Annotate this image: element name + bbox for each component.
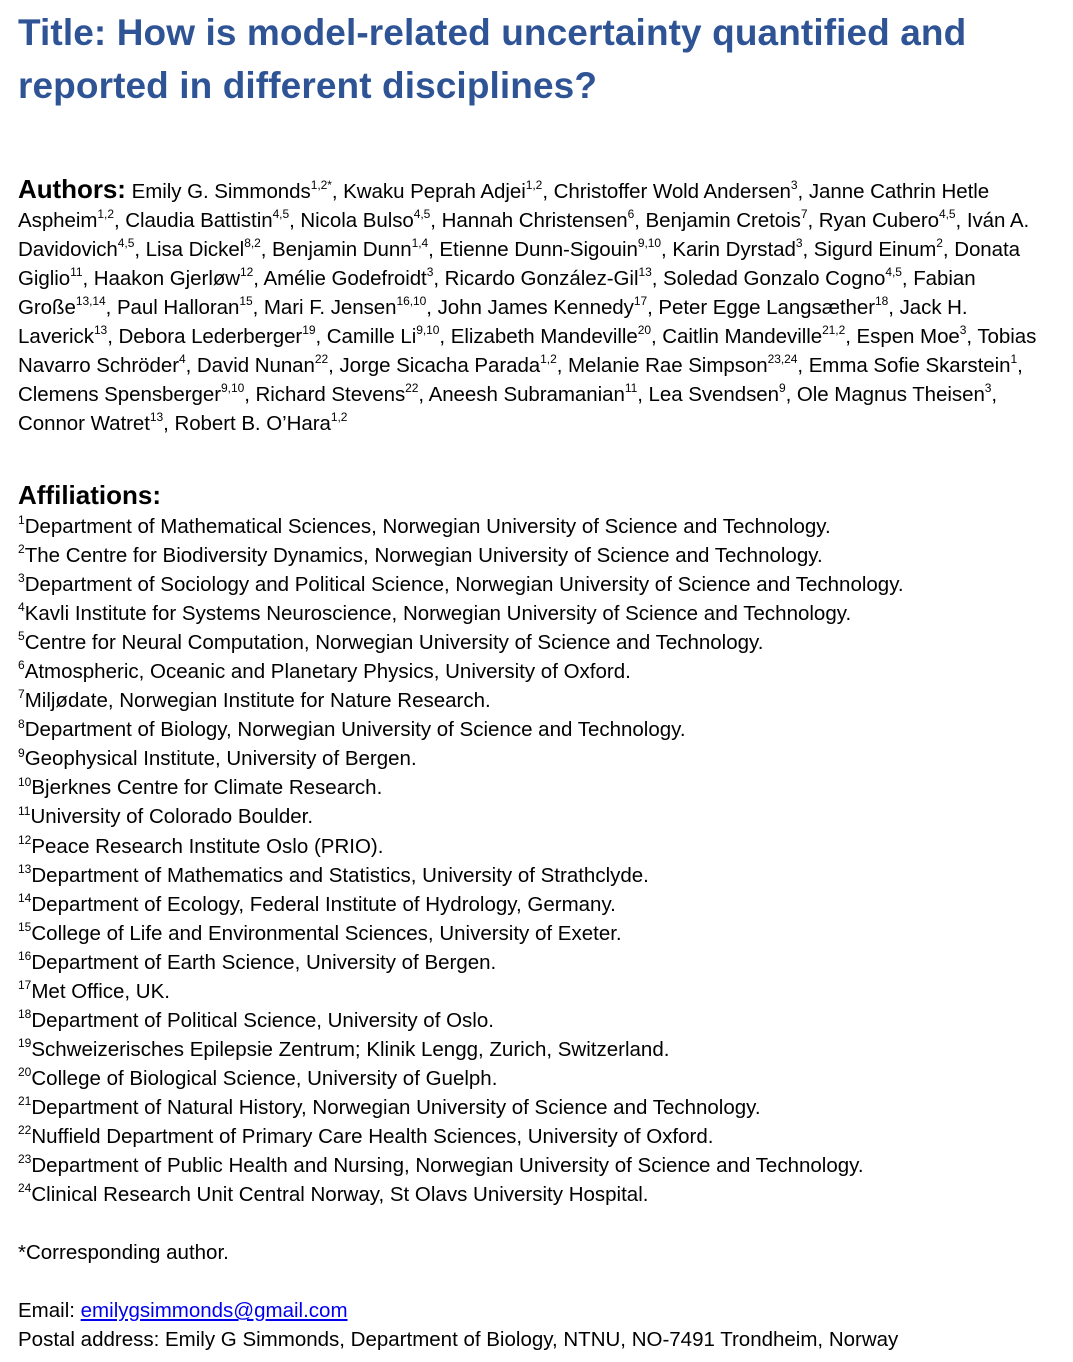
author-name: Robert B. O’Hara — [174, 412, 331, 435]
postal-label: Postal address: — [18, 1328, 165, 1352]
author-entry — [451, 325, 663, 348]
affiliation-item — [18, 919, 1068, 948]
affiliation-text: Clinical Research Unit Central Norway, St Olavs University Hospital. — [31, 1183, 649, 1207]
author-entry — [264, 296, 438, 319]
author-separator: , — [430, 209, 442, 232]
affiliation-list — [18, 512, 1068, 1209]
affiliation-number: 12 — [18, 832, 32, 847]
author-name: Espen Moe — [856, 325, 960, 348]
author-affiliation-marker: 1,2 — [330, 410, 348, 425]
author-separator: , — [542, 180, 554, 203]
author-name: Lea Svendsen — [648, 383, 779, 406]
affiliation-text: Peace Research Institute Oslo (PRIO). — [31, 834, 384, 858]
author-entry — [255, 383, 428, 406]
author-entry — [146, 238, 272, 261]
author-separator: , — [439, 325, 451, 348]
author-separator: , — [634, 209, 646, 232]
author-separator: , — [113, 209, 126, 232]
author-entries — [18, 180, 1036, 435]
affiliation-text: Department of Mathematical Sciences, Norwegian University of Science and Technology. — [24, 515, 831, 538]
author-name: Janne Cathrin Hetle Aspheim — [18, 180, 990, 232]
author-name: Amélie Godefroidt — [263, 267, 427, 290]
author-separator: , — [289, 209, 301, 232]
author-affiliation-marker: 12 — [240, 265, 254, 280]
author-name: Fabian Große — [18, 267, 976, 319]
author-separator: , — [1017, 354, 1023, 377]
author-separator: , — [637, 383, 649, 406]
author-affiliation-marker: 4 — [179, 352, 186, 367]
affiliation-text: Bjerknes Centre for Climate Research. — [31, 776, 383, 800]
author-name: Clemens Spensberger — [18, 383, 222, 406]
affiliation-item — [18, 1180, 1068, 1209]
author-entry — [132, 180, 344, 203]
affiliation-text: Kavli Institute for Systems Neuroscience, Norwegian University of Science and Technology. — [24, 602, 852, 626]
author-separator: , — [331, 180, 344, 203]
affiliation-number: 22 — [18, 1123, 32, 1138]
author-name: Ricardo González-Gil — [444, 267, 639, 290]
author-name: Connor Watret — [18, 412, 150, 435]
author-name: Debora Lederberger — [118, 325, 303, 348]
author-separator: , — [807, 209, 819, 232]
author-affiliation-marker: 13 — [149, 410, 164, 425]
author-affiliation-marker: 21,2 — [822, 323, 846, 338]
author-separator: , — [244, 383, 256, 406]
author-separator: , — [661, 238, 673, 261]
affiliation-number: 15 — [18, 919, 32, 934]
author-name: Kwaku Peprah Adjei — [343, 180, 526, 203]
author-name: Benjamin Dunn — [272, 238, 412, 261]
email-line — [18, 1296, 1068, 1325]
author-affiliation-marker: 23,24 — [767, 352, 798, 367]
affiliation-item — [18, 657, 1068, 686]
author-name: Ole Magnus Theisen — [796, 383, 985, 406]
postal-address: Emily G Simmonds, Department of Biology, NTNU, NO-7491 Trondheim, Norway — [165, 1328, 899, 1352]
author-separator: , — [651, 325, 663, 348]
author-affiliation-marker: 3 — [984, 381, 992, 396]
author-name: Caitlin Mandeville — [662, 325, 823, 348]
author-entry — [94, 267, 264, 290]
author-affiliation-marker: 9,10 — [637, 236, 662, 251]
author-separator: , — [252, 296, 264, 319]
affiliation-text: The Centre for Biodiversity Dynamics, Norwegian University of Science and Technology. — [24, 544, 823, 568]
author-entry — [118, 325, 326, 348]
author-affiliation-marker: 4,5 — [938, 207, 956, 222]
email-link[interactable]: emilygsimmonds@gmail.com — [80, 1299, 348, 1323]
affiliation-item — [18, 861, 1068, 890]
author-entry — [327, 325, 451, 348]
author-entry — [857, 325, 978, 348]
author-entry — [272, 238, 439, 261]
affiliation-item — [18, 1006, 1068, 1035]
author-name: Donata Giglio — [18, 238, 1020, 290]
author-name: John James Kennedy — [437, 296, 634, 319]
author-entry — [117, 296, 264, 319]
author-entry — [18, 412, 174, 435]
author-affiliation-marker: 18 — [875, 294, 889, 309]
author-name: Elizabeth Mandeville — [450, 325, 638, 348]
authors-heading: Authors: — [18, 174, 126, 204]
author-affiliation-marker: 3 — [790, 178, 798, 193]
author-separator: , — [955, 209, 967, 232]
author-affiliation-marker: 1,2* — [310, 178, 332, 193]
author-affiliation-marker: 1 — [1010, 352, 1018, 367]
author-entry — [300, 209, 441, 232]
author-name: Iván A. Davidovich — [18, 209, 1030, 261]
author-affiliation-marker: 4,5 — [117, 236, 135, 251]
author-list — [18, 175, 1068, 438]
affiliation-item — [18, 541, 1068, 570]
author-affiliation-marker: 11 — [70, 265, 83, 280]
affiliation-number: 4 — [18, 600, 25, 615]
affiliation-item — [18, 890, 1068, 919]
author-separator: , — [253, 267, 264, 290]
author-name: David Nunan — [196, 354, 315, 377]
author-affiliation-marker: 9 — [778, 381, 786, 396]
author-entry — [18, 383, 255, 406]
author-affiliation-marker: 17 — [633, 294, 648, 309]
author-name: Richard Stevens — [255, 383, 406, 406]
author-affiliation-marker: 9,10 — [221, 381, 245, 396]
author-entry — [672, 238, 813, 261]
affiliation-text: University of Colorado Boulder. — [30, 805, 314, 829]
affiliation-text: Schweizerisches Epilepsie Zentrum; Klinik Lengg, Zurich, Switzerland. — [31, 1037, 670, 1061]
author-entry — [445, 267, 663, 290]
author-name: Hannah Christensen — [441, 209, 628, 232]
author-separator: , — [315, 325, 327, 348]
author-name: Etienne Dunn-Sigouin — [439, 238, 638, 261]
affiliation-number: 16 — [18, 948, 32, 963]
paper-title-page — [18, 0, 1068, 1354]
affiliation-item — [18, 1064, 1068, 1093]
author-name: Jack H. Laverick — [18, 296, 968, 348]
author-affiliation-marker: 1,2 — [525, 178, 543, 193]
author-separator: , — [163, 412, 175, 435]
author-affiliation-marker: 20 — [637, 323, 651, 338]
author-affiliation-marker: 4,5 — [413, 207, 431, 222]
author-name: Melanie Rae Simpson — [568, 354, 768, 377]
author-entry — [174, 412, 347, 435]
affiliation-text: Geophysical Institute, University of Bergen. — [24, 747, 417, 771]
author-affiliation-marker: 1,4 — [411, 236, 429, 251]
affiliation-item — [18, 948, 1068, 977]
affiliation-item — [18, 715, 1068, 744]
author-separator: , — [433, 267, 445, 290]
author-affiliation-marker: 13 — [638, 265, 652, 280]
affiliation-text: Department of Earth Science, University of Bergen. — [31, 950, 497, 974]
affiliation-number: 10 — [18, 774, 32, 789]
corresponding-author-note: *Corresponding author. — [18, 1241, 229, 1265]
author-affiliation-marker: 22 — [405, 381, 419, 396]
author-separator: , — [105, 296, 117, 319]
affiliation-text: College of Biological Science, University of Guelph. — [31, 1066, 498, 1090]
author-separator: , — [797, 354, 809, 377]
affiliation-number: 5 — [18, 629, 25, 644]
author-separator: , — [845, 325, 857, 348]
affiliation-text: Centre for Neural Computation, Norwegian University of Science and Technology. — [24, 631, 764, 655]
paper-title — [18, 0, 1068, 112]
affiliation-text: Department of Biology, Norwegian University of Science and Technology. — [24, 718, 686, 742]
author-entry — [429, 383, 649, 406]
author-separator: , — [328, 354, 340, 377]
author-name: Emily G. Simmonds — [131, 180, 311, 203]
author-separator: , — [942, 238, 955, 261]
author-name: Soledad Gonzalo Cogno — [663, 267, 886, 290]
author-affiliation-marker: 1,2 — [97, 207, 114, 222]
author-name: Sigurd Einum — [813, 238, 937, 261]
paper-title-line-2: reported in different disciplines? — [18, 65, 598, 106]
author-entry — [343, 180, 553, 203]
author-entry — [125, 209, 300, 232]
affiliation-item — [18, 802, 1068, 831]
author-affiliation-marker: 4,5 — [885, 265, 902, 280]
author-separator: , — [428, 238, 440, 261]
affiliation-number: 2 — [18, 542, 25, 557]
author-affiliation-marker: 8,2 — [244, 236, 261, 251]
affiliation-number: 8 — [18, 716, 25, 731]
author-name: Christoffer Wold Andersen — [553, 180, 791, 203]
author-affiliation-marker: 3 — [426, 265, 434, 280]
affiliation-item — [18, 1122, 1068, 1151]
author-separator: , — [785, 383, 797, 406]
affiliation-item — [18, 686, 1068, 715]
affiliation-text: Nuffield Department of Primary Care Health Sciences, University of Oxford. — [31, 1124, 714, 1148]
author-entry — [814, 238, 954, 261]
author-entry — [438, 296, 659, 319]
author-separator: , — [797, 180, 809, 203]
affiliation-text: Met Office, UK. — [31, 979, 170, 1003]
affiliation-item — [18, 832, 1068, 861]
affiliation-text: Department of Ecology, Federal Institute of Hydrology, Germany. — [31, 892, 616, 916]
author-name: Peter Egge Langsæther — [658, 296, 876, 319]
author-affiliation-marker: 1,2 — [540, 352, 557, 367]
affiliation-text: Department of Political Science, University of Oslo. — [31, 1008, 494, 1032]
author-separator: , — [966, 325, 978, 348]
affiliation-text: Department of Sociology and Political Science, Norwegian University of Science and Technology. — [24, 573, 904, 597]
author-entry — [819, 209, 967, 232]
author-entry — [568, 354, 809, 377]
author-affiliation-marker: 13,14 — [75, 294, 106, 309]
affiliation-text: Atmospheric, Oceanic and Planetary Physics, University of Oxford. — [24, 660, 631, 684]
author-affiliation-marker: 4,5 — [272, 207, 290, 222]
author-separator: , — [556, 354, 568, 377]
author-entry — [649, 383, 797, 406]
author-separator: , — [647, 296, 659, 319]
author-entry — [554, 180, 809, 203]
author-separator: , — [418, 383, 429, 406]
author-separator: , — [260, 238, 273, 261]
paper-title-line-1: Title: How is model-related uncertainty quantified and — [18, 12, 967, 53]
affiliation-item — [18, 977, 1068, 1006]
affiliation-number: 23 — [18, 1152, 32, 1167]
author-name: Karin Dyrstad — [672, 238, 796, 261]
author-separator: , — [426, 296, 438, 319]
affiliation-number: 19 — [18, 1036, 32, 1051]
affiliation-text: Miljødate, Norwegian Institute for Nature Research. — [24, 689, 491, 713]
affiliation-number: 1 — [18, 513, 25, 528]
author-entry — [439, 238, 672, 261]
author-separator: , — [185, 354, 197, 377]
author-name: Camille Li — [326, 325, 417, 348]
affiliation-item — [18, 1151, 1068, 1180]
author-separator: , — [134, 238, 146, 261]
author-affiliation-marker: 22 — [314, 352, 329, 367]
author-name: Ryan Cubero — [818, 209, 939, 232]
affiliation-number: 9 — [18, 745, 25, 760]
author-affiliation-marker: 11 — [624, 381, 638, 396]
affiliation-text: Department of Natural History, Norwegian University of Science and Technology. — [31, 1095, 761, 1119]
affiliation-number: 13 — [18, 861, 32, 876]
author-name: Aneesh Subramanian — [428, 383, 625, 406]
author-name: Lisa Dickel — [145, 238, 245, 261]
affiliation-text: Department of Public Health and Nursing, Norwegian University of Science and Technology. — [31, 1154, 864, 1178]
affiliation-number: 17 — [18, 977, 32, 992]
author-name: Mari F. Jensen — [263, 296, 397, 319]
affiliation-number: 18 — [18, 1006, 32, 1021]
author-affiliation-marker: 19 — [302, 323, 316, 338]
author-separator: , — [901, 267, 914, 290]
author-affiliation-marker: 3 — [795, 236, 803, 251]
author-affiliation-marker: 6 — [627, 207, 635, 222]
author-name: Jorge Sicacha Parada — [339, 354, 541, 377]
author-entry — [442, 209, 646, 232]
affiliation-text: Department of Mathematics and Statistics, University of Strathclyde. — [31, 863, 649, 887]
author-name: Nicola Bulso — [300, 209, 414, 232]
author-entry — [797, 383, 997, 406]
affiliation-item — [18, 512, 1068, 541]
author-entry — [663, 267, 913, 290]
affiliation-number: 21 — [18, 1094, 32, 1109]
affiliation-text: College of Life and Environmental Sciences, University of Exeter. — [31, 921, 622, 945]
author-entry — [809, 354, 1023, 377]
affiliation-number: 14 — [18, 890, 32, 905]
affiliation-item — [18, 599, 1068, 628]
author-name: Tobias Navarro Schröder — [18, 325, 1037, 377]
affiliation-number: 6 — [18, 658, 25, 673]
author-separator: , — [802, 238, 814, 261]
author-entry — [646, 209, 819, 232]
author-affiliation-marker: 13 — [93, 323, 108, 338]
author-affiliation-marker: 9,10 — [416, 323, 440, 338]
author-separator: , — [82, 267, 94, 290]
affiliation-number: 11 — [18, 803, 31, 818]
author-name: Benjamin Cretois — [645, 209, 801, 232]
affiliations-heading: Affiliations: — [18, 480, 161, 510]
affiliation-number: 7 — [18, 687, 25, 702]
author-entry — [263, 267, 444, 290]
author-separator: , — [888, 296, 900, 319]
email-label: Email: — [18, 1299, 81, 1323]
author-entry — [339, 354, 568, 377]
author-affiliation-marker: 3 — [959, 323, 967, 338]
affiliation-item — [18, 744, 1068, 773]
affiliation-item — [18, 628, 1068, 657]
affiliation-item — [18, 570, 1068, 599]
postal-line — [18, 1325, 1068, 1354]
author-affiliation-marker: 7 — [800, 207, 808, 222]
author-entry — [197, 354, 340, 377]
affiliation-item — [18, 1035, 1068, 1064]
author-affiliation-marker: 2 — [936, 236, 943, 251]
affiliation-item — [18, 1093, 1068, 1122]
author-entry — [658, 296, 899, 319]
author-separator: , — [991, 383, 998, 406]
affiliation-number: 24 — [18, 1181, 32, 1196]
affiliation-number: 3 — [18, 571, 25, 586]
author-affiliation-marker: 16,10 — [396, 294, 427, 309]
affiliation-item — [18, 773, 1068, 802]
author-name: Emma Sofie Skarstein — [808, 354, 1011, 377]
author-separator: , — [651, 267, 663, 290]
affiliation-number: 20 — [18, 1065, 32, 1080]
author-name: Paul Halloran — [116, 296, 240, 319]
author-entry — [662, 325, 856, 348]
author-affiliation-marker: 15 — [239, 294, 253, 309]
author-name: Haakon Gjerløw — [93, 267, 241, 290]
author-name: Claudia Battistin — [125, 209, 273, 232]
contact-block — [18, 1296, 1068, 1354]
author-separator: , — [107, 325, 119, 348]
